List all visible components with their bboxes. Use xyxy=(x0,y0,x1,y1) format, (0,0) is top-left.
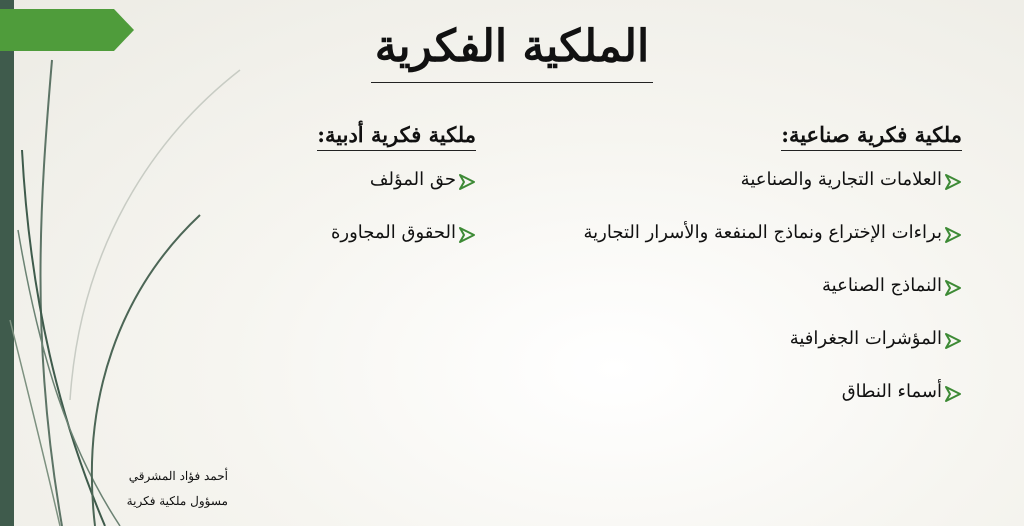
list-item xyxy=(226,169,476,222)
list-item xyxy=(226,222,476,275)
literary-list xyxy=(226,169,476,275)
list-item-text: حق المؤلف xyxy=(369,169,456,190)
list-item-text: أسماء النطاق xyxy=(841,381,942,402)
list-item-text: الحقوق المجاورة xyxy=(330,222,456,243)
slide-title xyxy=(0,14,1024,83)
list-item xyxy=(522,169,962,222)
list-item xyxy=(522,328,962,381)
list-item xyxy=(522,381,962,434)
literary-section xyxy=(226,122,476,275)
industrial-heading: ملكية فكرية صناعية: xyxy=(781,122,962,151)
list-item-text: النماذج الصناعية xyxy=(822,275,942,296)
slide-title-text: الملكية الفكرية xyxy=(371,14,653,83)
arrowhead-bullet-icon xyxy=(944,385,962,403)
list-item-text: المؤشرات الجغرافية xyxy=(789,328,942,349)
industrial-list xyxy=(522,169,962,434)
list-item-text: براءات الإختراع ونماذج المنفعة والأسرار التجارية xyxy=(583,222,942,243)
industrial-section xyxy=(522,122,962,434)
arrowhead-bullet-icon xyxy=(944,173,962,191)
arrowhead-bullet-icon xyxy=(944,226,962,244)
author-name: أحمد فؤاد المشرقي xyxy=(128,469,228,483)
list-item-text: العلامات التجارية والصناعية xyxy=(740,169,942,190)
author-role: مسؤول ملكية فكرية xyxy=(126,494,228,508)
arrowhead-bullet-icon xyxy=(458,173,476,191)
arrowhead-bullet-icon xyxy=(944,279,962,297)
list-item xyxy=(522,222,962,275)
author-block xyxy=(116,464,228,514)
list-item xyxy=(522,275,962,328)
arrowhead-bullet-icon xyxy=(458,226,476,244)
literary-heading: ملكية فكرية أدبية: xyxy=(317,122,476,151)
arrowhead-bullet-icon xyxy=(944,332,962,350)
